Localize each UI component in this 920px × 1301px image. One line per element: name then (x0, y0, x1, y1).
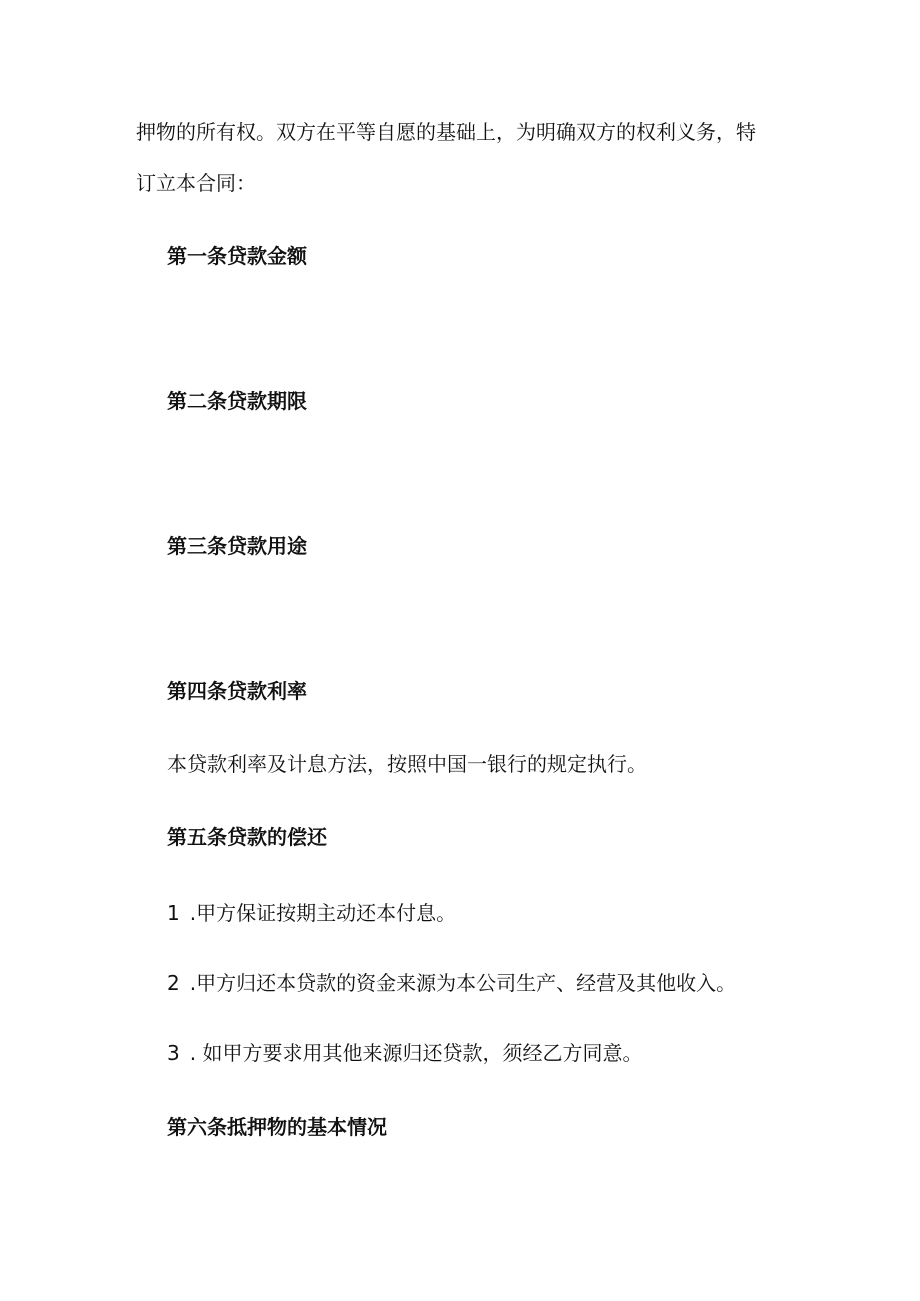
article-2-title: 第二条贷款期限 (167, 389, 307, 413)
repayment-item-1 (167, 900, 456, 926)
repayment-item-2-number: 2 (167, 971, 180, 995)
repayment-item-2-text: .甲方归还本贷款的资金来源为本公司生产、经营及其他收入。 (189, 971, 737, 995)
repayment-item-1-text: .甲方保证按期主动还本付息。 (189, 901, 457, 925)
article-4-title: 第四条贷款利率 (167, 679, 307, 703)
article-6-title: 第六条抵押物的基本情况 (167, 1115, 387, 1139)
article-4-text: 本贷款利率及计息方法，按照中国一银行的规定执行。 (167, 752, 647, 776)
article-5-title: 第五条贷款的偿还 (167, 825, 327, 849)
intro-line-2: 订立本合同： (136, 171, 256, 195)
repayment-item-3-text: . 如甲方要求用其他来源归还贷款，须经乙方同意。 (189, 1041, 643, 1065)
repayment-item-3 (167, 1040, 642, 1066)
repayment-item-2 (167, 970, 736, 996)
repayment-item-3-number: 3 (167, 1041, 180, 1065)
repayment-item-1-number: 1 (167, 901, 180, 925)
intro-line-1: 押物的所有权。双方在平等自愿的基础上，为明确双方的权利义务，特 (136, 120, 756, 144)
article-1-title: 第一条贷款金额 (167, 244, 307, 268)
article-3-title: 第三条贷款用途 (167, 534, 307, 558)
